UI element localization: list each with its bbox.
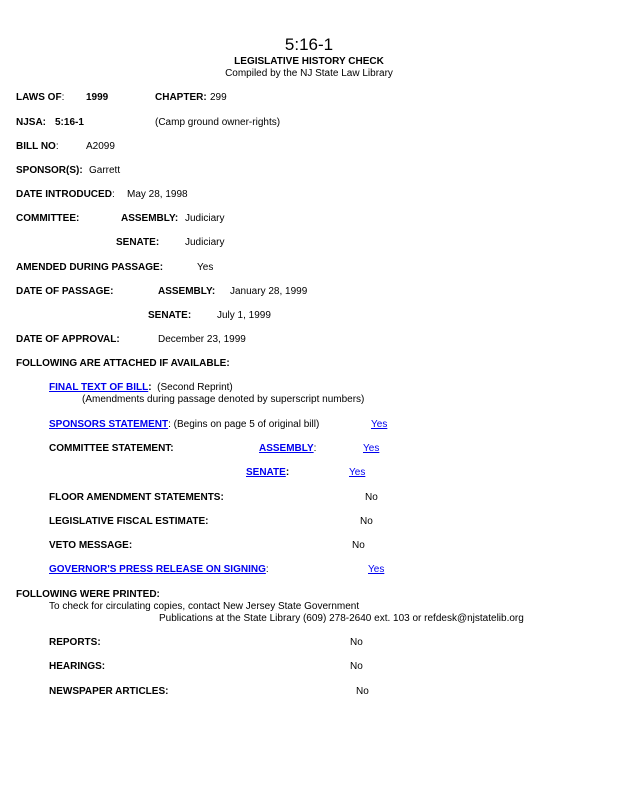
committee-assembly-row bbox=[259, 443, 316, 455]
newspaper-articles-value: No bbox=[356, 686, 369, 697]
sponsors-value: Garrett bbox=[89, 165, 121, 176]
laws-of-label: LAWS OF: bbox=[16, 92, 65, 103]
committee-label: COMMITTEE: bbox=[16, 213, 80, 224]
reports-value: No bbox=[350, 637, 363, 648]
committee-assembly-value: Judiciary bbox=[185, 213, 225, 224]
final-text-colon: : bbox=[148, 382, 152, 393]
approval-value: December 23, 1999 bbox=[158, 334, 246, 345]
laws-of-colon: : bbox=[61, 92, 65, 103]
passage-assembly-label: ASSEMBLY: bbox=[158, 286, 216, 297]
bill-no-label: BILL NO: bbox=[16, 141, 59, 152]
amended-value: Yes bbox=[197, 262, 214, 273]
bill-no-colon: : bbox=[55, 141, 59, 152]
date-introduced-label: DATE INTRODUCED: bbox=[16, 189, 115, 200]
veto-message-label: VETO MESSAGE: bbox=[49, 540, 133, 551]
sponsors-statement-link[interactable]: SPONSORS STATEMENT bbox=[49, 419, 169, 430]
attached-heading: FOLLOWING ARE ATTACHED IF AVAILABLE: bbox=[16, 358, 230, 369]
njsa-label: NJSA: bbox=[16, 117, 47, 128]
committee-statement-senate-link[interactable]: SENATE bbox=[246, 467, 286, 478]
committee-assembly-label: ASSEMBLY: bbox=[121, 213, 179, 224]
bill-no-value: A2099 bbox=[86, 141, 115, 152]
printed-note-line1: To check for circulating copies, contact New Jersey State Government bbox=[49, 601, 360, 612]
laws-of-value: 1999 bbox=[86, 92, 109, 103]
press-release-row bbox=[49, 564, 269, 576]
committee-assembly-yes-link[interactable]: Yes bbox=[363, 443, 380, 454]
passage-assembly-value: January 28, 1999 bbox=[230, 286, 308, 297]
committee-senate-row bbox=[246, 467, 289, 479]
committee-senate-label: SENATE: bbox=[116, 237, 160, 248]
final-text-link[interactable]: FINAL TEXT OF BILL bbox=[49, 382, 149, 393]
final-text-subnote: (Amendments during passage denoted by superscript numbers) bbox=[82, 394, 365, 405]
reports-label: REPORTS: bbox=[49, 637, 101, 648]
press-release-colon: : bbox=[265, 564, 269, 575]
committee-senate-yes-link[interactable]: Yes bbox=[349, 467, 366, 478]
date-introduced-colon: : bbox=[111, 189, 115, 200]
committee-statement-assembly-link[interactable]: ASSEMBLY bbox=[259, 443, 314, 454]
chapter-label: CHAPTER: bbox=[155, 92, 207, 103]
sponsors-statement-row bbox=[49, 419, 319, 431]
committee-senate-value: Judiciary bbox=[185, 237, 225, 248]
fiscal-estimate-value: No bbox=[360, 516, 373, 527]
printed-heading: FOLLOWING WERE PRINTED: bbox=[16, 589, 160, 600]
amended-label: AMENDED DURING PASSAGE: bbox=[16, 262, 164, 273]
press-release-yes-link[interactable]: Yes bbox=[368, 564, 385, 575]
sponsors-label: SPONSOR(S): bbox=[16, 165, 83, 176]
newspaper-articles-label: NEWSPAPER ARTICLES: bbox=[49, 686, 169, 697]
chapter-value: 299 bbox=[210, 92, 227, 103]
printed-note-line2: Publications at the State Library (609) 278-2640 ext. 103 or refdesk@njstatelib.org bbox=[159, 613, 524, 624]
passage-senate-label: SENATE: bbox=[148, 310, 192, 321]
sponsors-statement-yes-link[interactable]: Yes bbox=[371, 419, 388, 430]
senate-colon: : bbox=[285, 467, 290, 478]
fiscal-estimate-label: LEGISLATIVE FISCAL ESTIMATE: bbox=[49, 516, 209, 527]
compiled-by: Compiled by the NJ State Law Library bbox=[225, 68, 393, 79]
passage-senate-value: July 1, 1999 bbox=[217, 310, 271, 321]
hearings-label: HEARINGS: bbox=[49, 661, 106, 672]
document-title: LEGISLATIVE HISTORY CHECK bbox=[234, 56, 384, 67]
final-text-row bbox=[49, 382, 233, 394]
veto-message-value: No bbox=[352, 540, 365, 551]
sponsors-statement-note: : (Begins on page 5 of original bill) bbox=[168, 419, 320, 430]
hearings-value: No bbox=[350, 661, 363, 672]
press-release-link[interactable]: GOVERNOR'S PRESS RELEASE ON SIGNING bbox=[49, 564, 266, 575]
date-introduced-value: May 28, 1998 bbox=[127, 189, 188, 200]
passage-label: DATE OF PASSAGE: bbox=[16, 286, 114, 297]
assembly-colon: : bbox=[313, 443, 317, 454]
floor-amendment-value: No bbox=[365, 492, 378, 503]
approval-label: DATE OF APPROVAL: bbox=[16, 334, 120, 345]
njsa-value: 5:16-1 bbox=[55, 117, 84, 128]
committee-statement-label: COMMITTEE STATEMENT: bbox=[49, 443, 174, 454]
document-code: 5:16-1 bbox=[284, 35, 334, 54]
final-text-note: (Second Reprint) bbox=[157, 382, 233, 393]
njsa-description: (Camp ground owner-rights) bbox=[155, 117, 281, 128]
floor-amendment-label: FLOOR AMENDMENT STATEMENTS: bbox=[49, 492, 224, 503]
